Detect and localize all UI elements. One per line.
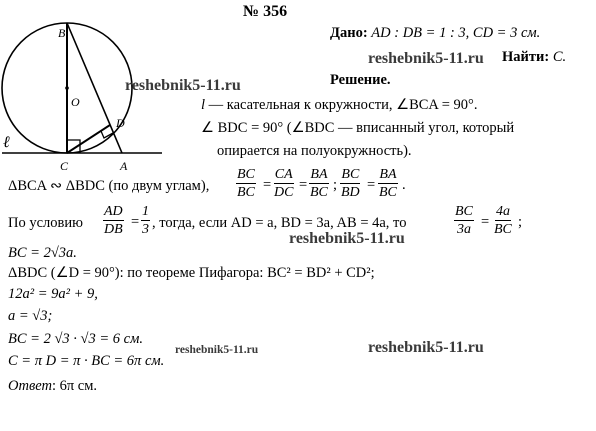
answer-value: : 6π см. <box>51 378 98 394</box>
line-pythagoras: ΔBDC (∠D = 90°): по теореме Пифагора: BC² = BD² + CD²; <box>8 265 375 281</box>
line-equation: 12a² = 9a² + 9, <box>8 286 98 302</box>
label-d: D <box>116 116 125 130</box>
fraction-ba-bc: $\frac{BA}{BC}$ <box>310 167 328 200</box>
equals-sign: = <box>299 177 308 193</box>
find-value: C. <box>549 49 567 65</box>
fraction-ba-bc-2: $\frac{BA}{BC}$ <box>379 167 397 200</box>
line-condition-text: , тогда, если AD = a, BD = 3a, AB = 4a, то <box>152 215 407 231</box>
given-value: AD : DB = 1 : 3, CD = 3 см. <box>367 25 541 41</box>
watermark: reshebnik5-11.ru <box>368 50 484 67</box>
line-similarity: ΔBCA ∾ ΔBDC (по двум углам), <box>8 178 210 194</box>
answer-line <box>8 377 97 395</box>
find-label: Найти: <box>502 49 550 65</box>
given-line <box>330 24 540 42</box>
equals-sign: = <box>263 177 272 193</box>
center-point-o <box>65 86 69 90</box>
line-bc-result: BC = 2 √3 · √3 = 6 см. <box>8 331 143 347</box>
line-bc-value: BC = 2√3a. <box>8 245 77 261</box>
watermark: reshebnik5-11.ru <box>289 230 405 247</box>
line-semicircle: опирается на полуокружность). <box>217 143 412 159</box>
solution-heading: Решение. <box>330 72 391 88</box>
equals-sign: = <box>367 177 376 193</box>
line-tangent <box>201 96 477 114</box>
period: . <box>402 177 406 193</box>
answer-label: Ответ <box>8 378 52 394</box>
find-line <box>502 48 566 66</box>
line-angle-bdc: ∠ BDC = 90° (∠BDC — вписанный угол, который <box>201 120 515 136</box>
label-c: C <box>60 159 69 173</box>
problem-number: № 356 <box>243 3 288 20</box>
given-label: Дано: <box>330 25 368 41</box>
fraction-bc-3a: $\frac{BC}{3a}$ <box>455 204 473 237</box>
label-o: O <box>71 95 80 109</box>
watermark: reshebnik5-11.ru <box>125 77 241 94</box>
line-condition-label: По условию <box>8 215 83 231</box>
fraction-ad-db: $\frac{AD}{DB}$ <box>104 204 123 237</box>
geometry-figure <box>0 20 170 190</box>
equals-sign: = <box>481 214 490 230</box>
equals-sign: = <box>131 214 140 230</box>
watermark: reshebnik5-11.ru <box>175 344 259 356</box>
var-l: l <box>201 97 206 113</box>
line-circumference: C = π D = π · BC = 6π см. <box>8 353 165 369</box>
semicolon: ; <box>333 177 338 193</box>
semicolon: ; <box>518 214 523 230</box>
label-l: ℓ <box>3 134 10 151</box>
line-tangent-text: — касательная к окружности, ∠BCA = 90°. <box>205 97 478 113</box>
fraction-bc-bc: $\frac{BC}{BC}$ <box>237 167 255 200</box>
fraction-4a-bc: $\frac{4a}{BC}$ <box>494 204 512 237</box>
right-angle-mark-d <box>101 131 113 138</box>
line-a-value: a = √3; <box>8 308 53 324</box>
label-b: B <box>58 26 66 40</box>
fraction-1-3: $\frac{1}{3}$ <box>142 204 149 237</box>
fraction-bc-bd: $\frac{BC}{BD}$ <box>341 167 360 200</box>
fraction-ca-dc: $\frac{CA}{DC}$ <box>274 167 294 200</box>
label-a: A <box>120 159 128 173</box>
watermark: reshebnik5-11.ru <box>368 339 484 356</box>
